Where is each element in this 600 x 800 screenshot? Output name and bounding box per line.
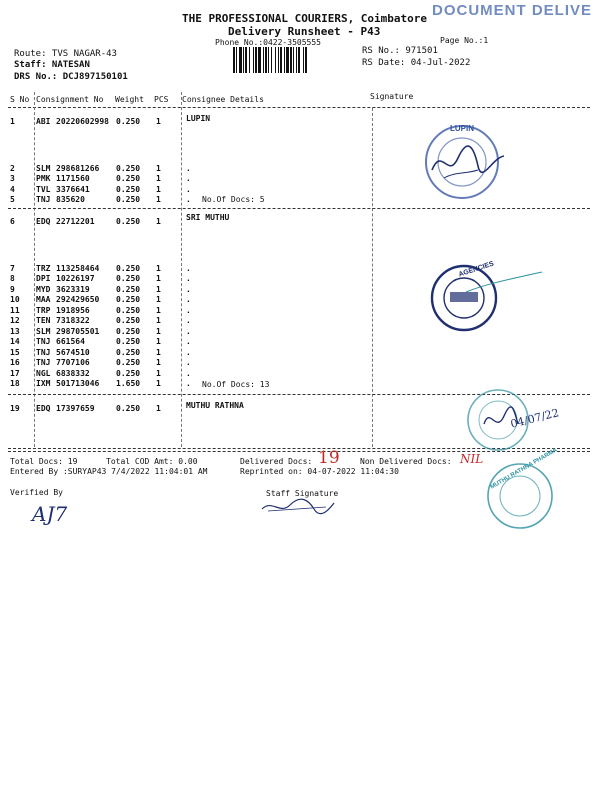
- delivered-docs-label: Delivered Docs:: [240, 457, 313, 466]
- reprinted-on: Reprinted on: 04-07-2022 11:04:30: [240, 467, 399, 476]
- consignee-mark: .: [186, 174, 191, 183]
- serial-number: 4: [10, 184, 15, 194]
- weight-value: 0.250: [116, 316, 141, 325]
- consignee-mark: .: [186, 316, 191, 325]
- consignment-number: 10226197: [56, 274, 95, 283]
- serial-number: 14: [10, 337, 20, 346]
- consignment-number: 298705501: [56, 326, 100, 336]
- serial-number: 3: [10, 174, 15, 183]
- docs-count: No.Of Docs: 5: [202, 195, 265, 204]
- pieces-count: 1: [156, 368, 161, 378]
- weight-value: 0.250: [116, 404, 141, 413]
- agencies-stamp-label: AGENCIES: [457, 260, 495, 279]
- consignment-number: 3623319: [56, 284, 90, 294]
- consignee-mark: .: [186, 195, 191, 204]
- company-name: THE PROFESSIONAL COURIERS, Coimbatore: [182, 12, 428, 25]
- col-consignee: Consignee Details: [182, 95, 264, 104]
- col-sno: S No: [10, 95, 30, 104]
- pharma-stamp-top: [458, 384, 561, 464]
- consignment-number: 292429650: [56, 295, 100, 304]
- docs-count: No.Of Docs: 13: [202, 380, 270, 389]
- consignment-number: 7707106: [56, 358, 90, 367]
- serial-number: 18: [10, 379, 20, 388]
- origin-code: SLM: [36, 326, 51, 336]
- weight-value: 0.250: [116, 274, 141, 283]
- total-cod: Total COD Amt: 0.00: [106, 457, 198, 466]
- origin-code: EDQ: [36, 404, 51, 413]
- consignee-mark: .: [186, 337, 191, 346]
- consignment-number: 17397659: [56, 404, 95, 413]
- serial-number: 12: [10, 316, 20, 325]
- serial-number: 6: [10, 217, 15, 226]
- origin-code: TVL: [36, 184, 51, 194]
- consignee-mark: .: [186, 184, 191, 194]
- serial-number: 19: [10, 404, 20, 413]
- staff-signature-label: Staff Signature: [266, 489, 339, 498]
- route: Route: TVS NAGAR-43: [14, 49, 117, 59]
- weight-value: 0.250: [116, 337, 141, 346]
- weight-value: 1.650: [116, 379, 141, 388]
- document-delivered-stamp: DOCUMENT DELIVE: [432, 2, 593, 19]
- non-delivered-label: Non Delivered Docs:: [360, 457, 452, 466]
- pieces-count: 1: [156, 274, 161, 283]
- col-pcs: PCS: [154, 95, 169, 104]
- origin-code: TNJ: [36, 195, 51, 204]
- weight-value: 0.250: [116, 368, 141, 378]
- consignee-mark: .: [186, 326, 191, 336]
- consignee-mark: .: [186, 368, 191, 378]
- consignee-mark: .: [186, 295, 191, 304]
- weight-value: 0.250: [116, 326, 141, 336]
- serial-number: 10: [10, 295, 20, 304]
- barcode: [232, 47, 350, 73]
- staff-signature-scribble: [258, 495, 338, 517]
- consignee-name: SRI MUTHU: [186, 213, 230, 222]
- consignee-mark: .: [186, 163, 191, 173]
- consignment-number: 3376641: [56, 184, 90, 194]
- origin-code: TNJ: [36, 347, 51, 357]
- consignment-number: 661564: [56, 337, 85, 346]
- consignee-name: MUTHU RATHNA: [186, 401, 244, 410]
- pieces-count: 1: [156, 358, 161, 367]
- verifier-signature: AJ7: [32, 502, 68, 526]
- delivered-docs-handwritten: 19: [318, 448, 340, 468]
- origin-code: MYD: [36, 284, 51, 294]
- consignee-mark: .: [186, 263, 191, 273]
- origin-code: EDQ: [36, 217, 51, 226]
- header-divider: [8, 107, 590, 108]
- origin-code: MAA: [36, 295, 51, 304]
- non-delivered-handwritten: NIL: [460, 452, 484, 466]
- consignee-name: LUPIN: [186, 114, 211, 123]
- consignment-number: 113258464: [56, 263, 100, 273]
- page-number: Page No.:1: [440, 36, 489, 45]
- pieces-count: 1: [156, 347, 161, 357]
- weight-value: 0.250: [116, 305, 141, 315]
- consignment-number: 7318322: [56, 316, 90, 325]
- phone-number: Phone No.:0422-3505555: [215, 38, 321, 47]
- col-signature: Signature: [370, 92, 414, 101]
- pieces-count: 1: [156, 295, 161, 304]
- consignee-mark: .: [186, 305, 191, 315]
- consignment-number: 835620: [56, 195, 85, 204]
- pieces-count: 1: [156, 217, 161, 226]
- serial-number: 13: [10, 326, 20, 336]
- consignment-number: 501713046: [56, 379, 100, 388]
- serial-number: 8: [10, 274, 15, 283]
- entered-by: Entered By :SURYAP43 7/4/2022 11:04:01 AM: [10, 467, 208, 476]
- pieces-count: 1: [156, 284, 161, 294]
- weight-value: 0.250: [116, 117, 141, 126]
- weight-value: 0.250: [116, 217, 141, 226]
- weight-value: 0.250: [116, 174, 141, 183]
- origin-code: TNJ: [36, 358, 51, 367]
- agencies-stamp: [426, 262, 546, 342]
- serial-number: 9: [10, 284, 15, 294]
- weight-value: 0.250: [116, 284, 141, 294]
- pieces-count: 1: [156, 163, 161, 173]
- consignment-number: 5674510: [56, 347, 90, 357]
- consignment-number: 22712201: [56, 217, 95, 226]
- serial-number: 15: [10, 347, 20, 357]
- verified-by: Verified By: [10, 488, 63, 497]
- weight-value: 0.250: [116, 163, 141, 173]
- pieces-count: 1: [156, 326, 161, 336]
- rs-number: RS No.: 971501: [362, 46, 438, 56]
- consignment-number: 20220602998: [56, 117, 109, 126]
- consignment-number: 1171560: [56, 174, 90, 183]
- weight-value: 0.250: [116, 358, 141, 367]
- pieces-count: 1: [156, 404, 161, 413]
- weight-value: 0.250: [116, 347, 141, 357]
- pieces-count: 1: [156, 195, 161, 204]
- pieces-count: 1: [156, 184, 161, 194]
- pieces-count: 1: [156, 316, 161, 325]
- serial-number: 2: [10, 163, 15, 173]
- pieces-count: 1: [156, 337, 161, 346]
- staff-name: Staff: NATESAN: [14, 60, 90, 70]
- col-weight: Weight: [115, 95, 144, 104]
- origin-code: IXM: [36, 379, 51, 388]
- pieces-count: 1: [156, 305, 161, 315]
- origin-code: TNJ: [36, 337, 51, 346]
- weight-value: 0.250: [116, 195, 141, 204]
- weight-value: 0.250: [116, 295, 141, 304]
- weight-value: 0.250: [116, 263, 141, 273]
- handwritten-date: 04/07/22: [509, 406, 561, 431]
- consignment-number: 6838332: [56, 368, 90, 378]
- origin-code: NGL: [36, 368, 51, 378]
- consignee-mark: .: [186, 379, 191, 388]
- pharma-stamp-label: MUTHU RATHNA PHARMA: [489, 447, 559, 491]
- origin-code: PMK: [36, 174, 51, 183]
- drs-number: DRS No.: DCJ897150101: [14, 72, 128, 82]
- lupin-stamp-label: LUPIN: [450, 124, 474, 133]
- weight-value: 0.250: [116, 184, 141, 194]
- serial-number: 5: [10, 195, 15, 204]
- runsheet-title: Delivery Runsheet - P43: [228, 25, 381, 38]
- column-divider: [372, 108, 373, 447]
- serial-number: 1: [10, 117, 15, 126]
- pieces-count: 1: [156, 117, 161, 126]
- rs-date: RS Date: 04-Jul-2022: [362, 58, 471, 68]
- col-consignment: Consignment No: [36, 95, 104, 104]
- serial-number: 16: [10, 358, 20, 367]
- pieces-count: 1: [156, 263, 161, 273]
- consignment-number: 1918956: [56, 305, 90, 315]
- consignee-mark: .: [186, 284, 191, 294]
- pieces-count: 1: [156, 174, 161, 183]
- consignee-mark: .: [186, 274, 191, 283]
- total-docs: Total Docs: 19: [10, 457, 78, 466]
- serial-number: 11: [10, 305, 20, 315]
- origin-code: TEN: [36, 316, 51, 325]
- consignment-number: 298681266: [56, 163, 100, 173]
- consignee-mark: .: [186, 358, 191, 367]
- origin-code: DPI: [36, 274, 51, 283]
- origin-code: TRP: [36, 305, 51, 315]
- serial-number: 17: [10, 368, 20, 378]
- serial-number: 7: [10, 263, 15, 273]
- origin-code: SLM: [36, 163, 51, 173]
- consignee-mark: .: [186, 347, 191, 357]
- group-divider: [8, 208, 590, 209]
- origin-code: TRZ: [36, 263, 51, 273]
- origin-code: ABI: [36, 117, 51, 126]
- pieces-count: 1: [156, 379, 161, 388]
